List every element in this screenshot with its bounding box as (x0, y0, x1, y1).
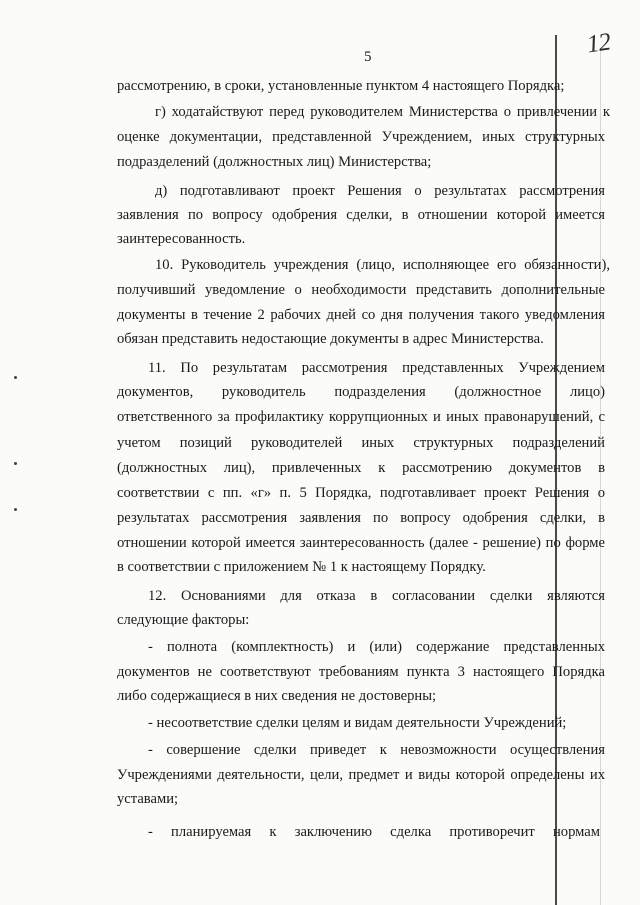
text-line: - полнота (комплектность) и (или) содержание представленных (148, 639, 605, 655)
text-line: получивший уведомление о необходимости представить дополнительные (117, 282, 605, 298)
text-line: следующие факторы: (117, 612, 250, 628)
text-line: учетом позиций руководителей иных структурных подразделений (117, 435, 605, 451)
text-line: оценке документации, представленной Учреждением, иных структурных (117, 129, 605, 145)
margin-mark (14, 462, 17, 465)
text-line: д) подготавливают проект Решения о результатах рассмотрения (155, 183, 605, 199)
text-line: 10. Руководитель учреждения (лицо, исполняющее его обязанности), (155, 257, 610, 273)
text-line: результатах рассмотрения заявления по вопросу одобрения сделки, в (117, 510, 605, 526)
text-line: г) ходатайствуют перед руководителем Министерства о привлечении к (155, 104, 610, 120)
margin-mark (14, 508, 17, 511)
text-line: документов, руководитель подразделения (должностное лицо) (117, 384, 605, 400)
text-line: документов не соответствуют требованиям пункта 3 настоящего Порядка (117, 664, 605, 680)
text-line: документы в течение 2 рабочих дней со дня получения такого уведомления (117, 307, 605, 323)
text-line: в соответствии с приложением № 1 к настоящему Порядку. (117, 559, 486, 575)
text-line: уставами; (117, 791, 179, 807)
text-line: - совершение сделки приведет к невозможности осуществления (148, 742, 605, 758)
text-line: заявления по вопросу одобрения сделки, в отношении которой имеется (117, 207, 605, 223)
text-line: подразделений (должностных лиц) Министерства; (117, 154, 432, 170)
text-line: 12. Основаниями для отказа в согласовании сделки являются (148, 588, 605, 604)
text-line: рассмотрению, в сроки, установленные пунктом 4 настоящего Порядка; (117, 78, 565, 94)
text-line: - несоответствие сделки целям и видам деятельности Учреждений; (148, 715, 567, 731)
text-line: обязан представить недостающие документы в адрес Министерства. (117, 331, 544, 347)
text-line: 11. По результатам рассмотрения представленных Учреждением (148, 360, 605, 376)
text-line: соответствии с пп. «г» п. 5 Порядка, подготавливает проект Решения о (117, 485, 605, 501)
margin-mark (14, 376, 17, 379)
text-line: - планируемая к заключению сделка противоречит нормам (148, 824, 600, 840)
text-line: отношении которой имеется заинтересованность (далее - решение) по форме (117, 535, 605, 551)
text-line: либо содержащиеся в них сведения не достоверны; (117, 688, 437, 704)
handwritten-page-number: 12 (585, 28, 612, 59)
text-line: ответственного за профилактику коррупционных и иных правонарушений, с (117, 409, 605, 425)
text-line: (должностных лиц), привлеченных к рассмотрению документов в (117, 460, 605, 476)
text-line: Учреждениями деятельности, цели, предмет и виды которой определены их (117, 767, 605, 783)
text-line: заинтересованность. (117, 231, 246, 247)
page-number: 5 (364, 49, 372, 65)
